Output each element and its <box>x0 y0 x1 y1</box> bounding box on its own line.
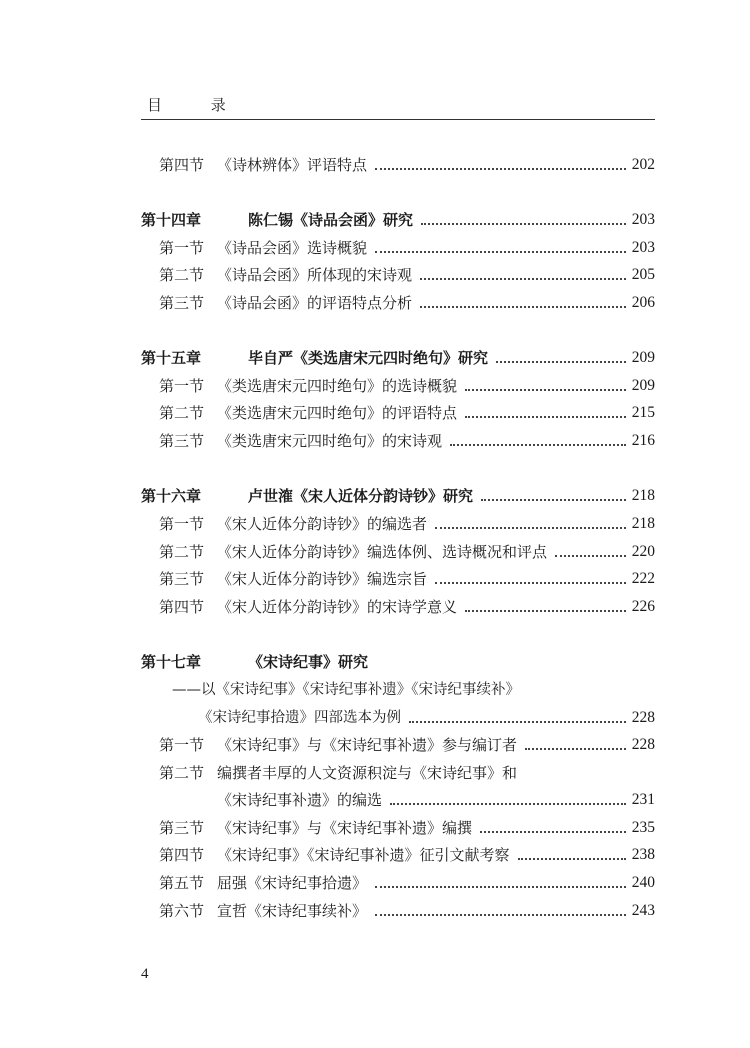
toc-entry-title: 《宋诗纪事》与《宋诗纪事补遗》编撰 <box>217 819 473 837</box>
dot-leader <box>525 748 626 750</box>
dot-leader <box>420 306 626 308</box>
toc-entry[interactable] <box>141 231 655 258</box>
toc-entry[interactable] <box>141 811 655 838</box>
toc-entry-page: 206 <box>631 294 655 311</box>
toc-chapter-title: 卢世㴶《宋人近体分韵诗钞》研究 <box>248 487 474 505</box>
toc-entry-label: 第三节 <box>159 570 205 588</box>
dot-leader <box>435 527 626 529</box>
toc-entry-label: 第二节 <box>159 404 205 422</box>
toc-entry[interactable] <box>141 286 655 313</box>
toc-entry[interactable] <box>141 507 655 534</box>
dot-leader <box>555 555 626 557</box>
toc-chapter-title: 《宋诗纪事》研究 <box>248 653 369 671</box>
toc-entry-label: 第一节 <box>159 515 205 533</box>
toc-chapter-title: 毕自严《类选唐宋元四时绝句》研究 <box>248 349 489 367</box>
toc-chapter-label: 第十七章 <box>141 653 202 671</box>
toc-entry[interactable] <box>141 701 655 728</box>
toc-entry-label: 第四节 <box>159 846 205 864</box>
toc-entry-title: 《宋诗纪事》与《宋诗纪事补遗》参与编订者 <box>217 736 518 754</box>
toc-chapter[interactable] <box>141 479 655 506</box>
toc-entry-title: 编撰者丰厚的人文资源积淀与《宋诗纪事》和 <box>217 764 518 782</box>
toc-entry-page: 222 <box>631 570 655 587</box>
toc-entry-title: 《宋诗纪事》《宋诗纪事补遗》征引文献考察 <box>217 846 510 864</box>
toc-entry-page: 205 <box>631 266 655 283</box>
toc-entry[interactable] <box>141 369 655 396</box>
dot-leader <box>420 278 626 280</box>
toc-entry-title: 《类选唐宋元四时绝句》的宋诗观 <box>217 432 443 450</box>
toc-entry-label: 第三节 <box>159 432 205 450</box>
dot-leader <box>465 610 626 612</box>
toc-entry[interactable] <box>141 424 655 451</box>
toc-entry-label: 第二节 <box>159 266 205 284</box>
toc-entry-title: 《诗品会函》所体现的宋诗观 <box>217 266 413 284</box>
toc-entry[interactable] <box>141 148 655 175</box>
toc-chapter-label: 第十六章 <box>141 487 202 505</box>
dot-leader <box>375 168 626 170</box>
toc-entry[interactable] <box>141 894 655 921</box>
toc-entry-title: 宣哲《宋诗纪事续补》 <box>217 902 368 920</box>
toc-entry-title: 《类选唐宋元四时绝句》的评语特点 <box>217 404 458 422</box>
toc-entry-title: 《宋人近体分韵诗钞》编选宗旨 <box>217 570 428 588</box>
toc-entry-title: 《宋诗纪事补遗》的编选 <box>217 791 383 809</box>
toc-entry-page: 220 <box>631 543 655 560</box>
toc-entry-title: 《宋人近体分韵诗钞》的编选者 <box>217 515 428 533</box>
toc-entry-title: 《诗林辨体》评语特点 <box>217 156 368 174</box>
toc-entry[interactable] <box>141 258 655 285</box>
toc-entry-label: 第六节 <box>159 902 205 920</box>
dot-leader <box>375 914 626 916</box>
toc-entry-title: 《诗品会函》选诗概貌 <box>217 239 368 257</box>
toc-entry-label: 第三节 <box>159 819 205 837</box>
toc-entry-page: 218 <box>631 515 655 532</box>
toc-entry-page: 209 <box>631 349 655 366</box>
dot-leader <box>480 831 626 833</box>
header-rule <box>141 119 655 120</box>
toc-entry-title: 《宋人近体分韵诗钞》的宋诗学意义 <box>217 598 458 616</box>
toc-chapter-label: 第十五章 <box>141 349 202 367</box>
toc-entry[interactable] <box>141 396 655 423</box>
toc-entry-page: 216 <box>631 432 655 449</box>
toc-entry-label: 第一节 <box>159 377 205 395</box>
dot-leader <box>465 416 626 418</box>
toc-entry-page: 226 <box>631 598 655 615</box>
toc-entry-page: 202 <box>631 156 655 173</box>
running-header-title: 目 录 <box>147 96 248 114</box>
dot-leader <box>518 858 626 860</box>
page-number: 4 <box>141 966 149 982</box>
toc-entry-label: 第四节 <box>159 598 205 616</box>
toc-chapter[interactable] <box>141 645 655 672</box>
toc-entry-label: 第二节 <box>159 764 205 782</box>
toc-entry[interactable] <box>141 756 655 783</box>
dot-leader <box>375 251 626 253</box>
dot-leader <box>496 361 626 363</box>
toc-entry-page: 238 <box>631 846 655 863</box>
toc-entry-page: 231 <box>631 791 655 808</box>
dot-leader <box>481 499 626 501</box>
toc-entry[interactable] <box>141 590 655 617</box>
toc-entry-page: 209 <box>631 377 655 394</box>
toc-chapter-title: 陈仁锡《诗品会函》研究 <box>248 211 414 229</box>
toc-entry-label: 第一节 <box>159 736 205 754</box>
toc-entry-page: 203 <box>631 211 655 228</box>
toc-chapter-label: 第十四章 <box>141 211 202 229</box>
toc-chapter[interactable] <box>141 341 655 368</box>
dot-leader <box>409 721 626 723</box>
toc-entry-page: 203 <box>631 239 655 256</box>
toc-entry[interactable] <box>141 562 655 589</box>
toc-chapter-subtitle: ——以《宋诗纪事》《宋诗纪事补遗》《宋诗纪事续补》 <box>172 682 520 698</box>
toc-entry[interactable] <box>141 838 655 865</box>
dot-leader <box>390 803 626 805</box>
toc-entry-label: 第三节 <box>159 294 205 312</box>
toc-entry-page: 235 <box>631 819 655 836</box>
toc-entry-page: 228 <box>631 709 655 726</box>
toc-entry-title: 《诗品会函》的评语特点分析 <box>217 294 413 312</box>
toc-chapter-subtitle: 《宋诗纪事拾遗》四部选本为例 <box>198 710 401 726</box>
dot-leader <box>375 886 626 888</box>
toc-entry-title: 屈强《宋诗纪事拾遗》 <box>217 874 368 892</box>
toc-entry-continuation[interactable] <box>141 783 655 810</box>
toc-entry[interactable] <box>141 535 655 562</box>
toc-entry-page: 240 <box>631 874 655 891</box>
toc-entry-page: 228 <box>631 736 655 753</box>
toc-chapter[interactable] <box>141 203 655 230</box>
dot-leader <box>421 223 626 225</box>
toc-entry-label: 第四节 <box>159 156 205 174</box>
dot-leader <box>465 389 626 391</box>
toc-entry-label: 第一节 <box>159 239 205 257</box>
toc-entry-title: 《类选唐宋元四时绝句》的选诗概貌 <box>217 377 458 395</box>
toc-entry-label: 第五节 <box>159 874 205 892</box>
toc-entry-page: 218 <box>631 487 655 504</box>
toc-entry-page: 215 <box>631 404 655 421</box>
dot-leader <box>450 444 626 446</box>
toc-entry-label: 第二节 <box>159 543 205 561</box>
toc-entry[interactable] <box>141 866 655 893</box>
toc-entry[interactable] <box>141 728 655 755</box>
toc-entry-title: 《宋人近体分韵诗钞》编选体例、选诗概况和评点 <box>217 543 548 561</box>
dot-leader <box>435 582 626 584</box>
toc-entry-page: 243 <box>631 902 655 919</box>
